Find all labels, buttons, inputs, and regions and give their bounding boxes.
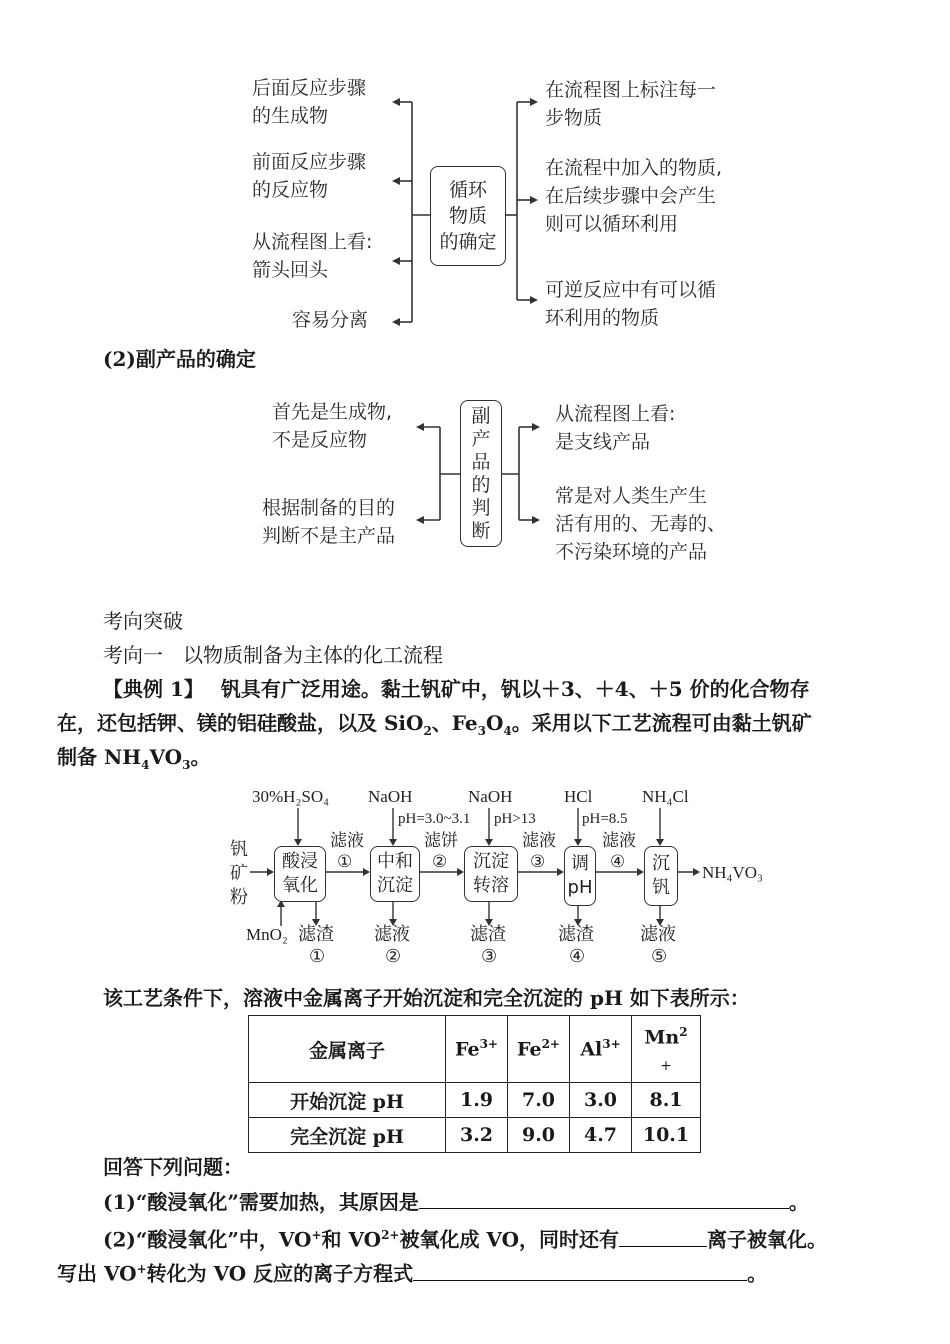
condition-label: pH=8.5 <box>582 811 628 827</box>
subscript: 2 <box>423 724 432 738</box>
question-1 <box>103 1186 809 1217</box>
example-text: 。采用以下工艺流程可由黏土钒矿 <box>511 711 812 735</box>
example-text: O <box>486 711 504 735</box>
step-redissolve-box: 沉淀 转溶 <box>464 846 518 902</box>
question-text: 离子被氧化。 <box>707 1227 828 1252</box>
table-header-cell <box>632 1016 701 1083</box>
output-label: ⑤ <box>651 946 668 967</box>
raw-material-label: 钒 矿 粉 <box>230 839 248 908</box>
table-cell: 4.7 <box>570 1118 632 1153</box>
table-header-row <box>249 1016 701 1083</box>
mid-label: ④ <box>610 852 626 872</box>
heading-breakthrough: 考向突破 <box>103 609 183 633</box>
metal-ion-ph-table <box>248 1015 701 1153</box>
mid-label: 滤液 <box>522 831 556 851</box>
question-text: (2)“酸浸氧化”中，VO <box>103 1227 312 1252</box>
product-label: NH₄VO₃ <box>702 863 763 882</box>
table-cell: 开始沉淀 pH <box>249 1083 446 1118</box>
step-precipitate-v-box: 沉 钒 <box>644 846 678 906</box>
ion-symbol: Fe <box>455 1038 480 1061</box>
question-2-line-1 <box>103 1220 827 1255</box>
cycle-left-item: 容易分离 <box>292 309 369 331</box>
ion-charge: + <box>311 1228 322 1242</box>
answer-blank[interactable] <box>413 1258 747 1281</box>
cycle-left-item: 后面反应步骤 的生成物 <box>252 77 367 127</box>
step-acid-leach-box: 酸浸 氧化 <box>274 846 326 902</box>
question-text: 转化为 VO 反应的离子方程式 <box>146 1261 414 1286</box>
heading-direction-1: 考向一 以物质制备为主体的化工流程 <box>103 643 443 667</box>
reagent-label: 30%H₂SO₄ <box>252 787 330 806</box>
answer-blank[interactable] <box>419 1186 789 1209</box>
ion-symbol: Al <box>580 1038 603 1061</box>
question-text: 被氧化成 VO，同时还有 <box>399 1227 620 1252</box>
mid-label: 滤液 <box>330 831 364 851</box>
byproduct-left-item: 首先是生成物, 不是反应物 <box>272 401 393 451</box>
reagent-label: NaOH <box>468 787 513 806</box>
cycle-center-box: 循环 物质 的确定 <box>430 166 506 266</box>
example-text: 钒具有广泛用途。黏土钒矿中，钒以＋3、＋4、＋5 价的化合物存 <box>220 677 810 701</box>
cycle-right-item: 在流程中加入的物质, 在后续步骤中会产生 则可以循环利用 <box>545 157 723 235</box>
mid-label: ③ <box>530 852 546 872</box>
question-text: 。 <box>747 1261 768 1286</box>
cycle-left-item: 前面反应步骤 的反应物 <box>252 151 367 201</box>
ion-charge: + <box>660 1057 672 1074</box>
question-text: 。 <box>788 1190 809 1214</box>
ion-symbol: Fe <box>517 1038 542 1061</box>
mid-label: 滤液 <box>602 831 636 851</box>
cycle-right-item: 在流程图上标注每一 步物质 <box>545 79 717 129</box>
table-intro: 该工艺条件下，溶液中金属离子开始沉淀和完全沉淀的 pH 如下表所示： <box>103 986 750 1010</box>
table-row <box>249 1083 701 1118</box>
reagent-label: NaOH <box>368 787 413 806</box>
ion-symbol: Mn <box>644 1026 680 1049</box>
output-label: 滤渣 <box>298 924 334 945</box>
table-cell: 3.0 <box>570 1083 632 1118</box>
example-tag: 【典例 1】 <box>103 677 204 701</box>
mid-label: ② <box>432 852 448 872</box>
ion-charge: 3+ <box>479 1037 498 1052</box>
question-text: 和 VO <box>321 1227 382 1252</box>
subscript: 3 <box>182 758 191 772</box>
ion-charge: + <box>136 1262 147 1276</box>
table-cell: 7.0 <box>508 1083 570 1118</box>
table-cell: 3.2 <box>446 1118 508 1153</box>
table-cell: 9.0 <box>508 1118 570 1153</box>
output-label: ② <box>385 946 402 967</box>
output-label: 滤渣 <box>470 924 506 945</box>
mid-label: ① <box>337 852 353 872</box>
example-text: 。 <box>190 745 211 769</box>
output-label: ① <box>309 946 326 967</box>
table-header-cell <box>570 1016 632 1083</box>
table-header-cell <box>508 1016 570 1083</box>
ion-charge: 2+ <box>541 1037 560 1052</box>
table-cell: 1.9 <box>446 1083 508 1118</box>
mid-label: 滤饼 <box>424 831 458 851</box>
byproduct-center-box: 副 产 品 的 判 断 <box>460 400 502 547</box>
table-cell: 完全沉淀 pH <box>249 1118 446 1153</box>
condition-label: pH=3.0~3.1 <box>398 811 471 827</box>
question-2-line-2 <box>57 1254 767 1289</box>
output-label: 滤液 <box>374 924 410 945</box>
example-text: 、Fe <box>431 711 478 735</box>
output-label: 滤液 <box>640 924 676 945</box>
condition-label: pH>13 <box>494 811 536 827</box>
questions-intro: 回答下列问题： <box>103 1155 243 1179</box>
reagent-label: NH₄Cl <box>642 787 689 806</box>
section-title-byproduct: (2)副产品的确定 <box>103 347 256 371</box>
step-neutralize-box: 中和 沉淀 <box>370 846 420 902</box>
question-text: (1)“酸浸氧化”需要加热，其原因是 <box>103 1190 419 1214</box>
example-text: 在，还包括钾、镁的铝硅酸盐，以及 SiO <box>57 711 424 735</box>
ion-charge: 2 <box>679 1025 688 1040</box>
question-text: 写出 VO <box>57 1261 137 1286</box>
table-header-cell <box>446 1016 508 1083</box>
table-cell: 10.1 <box>632 1118 701 1153</box>
byproduct-left-item: 根据制备的目的 判断不是主产品 <box>262 497 396 547</box>
table-header-cell: 金属离子 <box>249 1016 446 1083</box>
example-text: VO <box>149 745 183 769</box>
byproduct-right-item: 常是对人类生产生 活有用的、无毒的、 不污染环境的产品 <box>555 485 727 563</box>
ion-charge: 2+ <box>381 1228 400 1242</box>
side-input-label: MnO₂ <box>246 925 288 944</box>
cycle-right-item: 可逆反应中有可以循 环利用的物质 <box>545 279 717 329</box>
reagent-label: HCl <box>564 787 593 806</box>
output-label: 滤渣 <box>558 924 594 945</box>
output-label: ③ <box>481 946 498 967</box>
step-adjust-ph-box: 调 pH <box>564 846 596 906</box>
table-row <box>249 1118 701 1153</box>
table-cell: 8.1 <box>632 1083 701 1118</box>
output-label: ④ <box>569 946 586 967</box>
answer-blank[interactable] <box>619 1224 707 1247</box>
cycle-left-item: 从流程图上看: 箭头回头 <box>252 231 373 281</box>
example-text: 制备 NH <box>57 745 142 769</box>
subscript: 4 <box>503 724 512 738</box>
byproduct-right-item: 从流程图上看: 是支线产品 <box>555 403 676 453</box>
subscript: 3 <box>477 724 486 738</box>
subscript: 4 <box>141 758 150 772</box>
ion-charge: 3+ <box>602 1037 621 1052</box>
